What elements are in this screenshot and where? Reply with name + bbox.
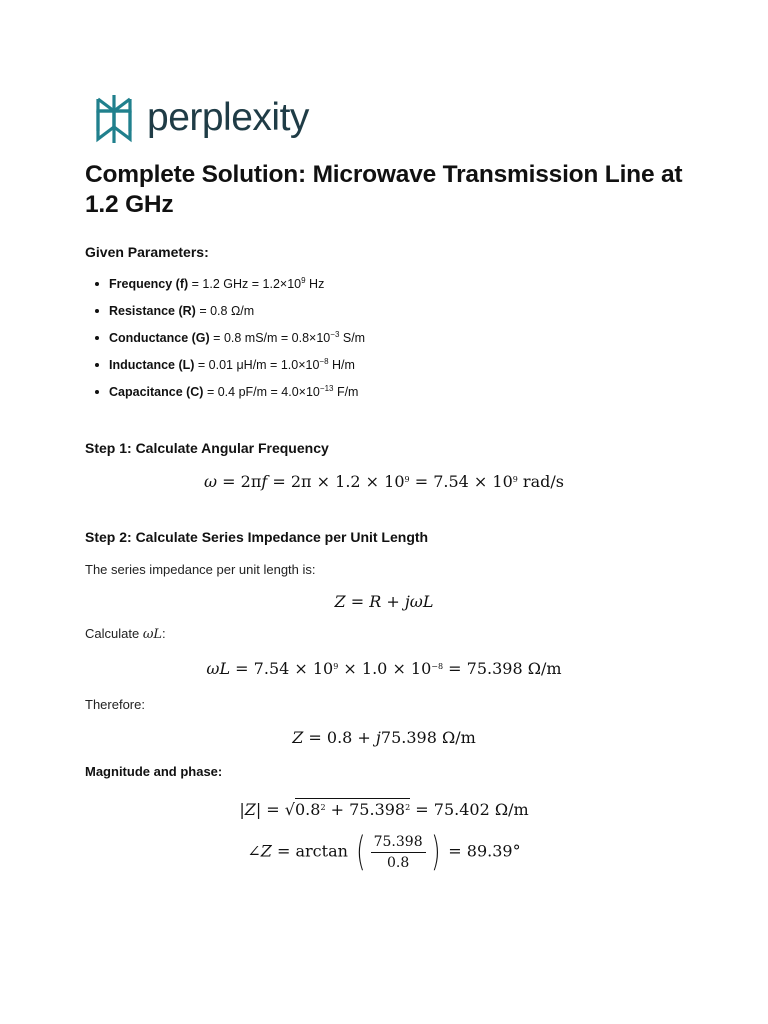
param-unit: S/m: [339, 331, 366, 345]
eq-term: = 2π × 1.2 × 10: [267, 472, 405, 491]
param-label: Inductance (L): [109, 358, 195, 372]
series-impedance-equation: [0, 592, 768, 611]
eq-exponent: −8: [431, 662, 444, 671]
param-exponent: −8: [319, 357, 329, 366]
fraction-denominator: 0.8: [386, 854, 410, 871]
param-exponent: 9: [301, 276, 306, 285]
eq-symbol: Z: [292, 728, 304, 747]
eq-symbol: |Z|: [239, 800, 262, 819]
step1-heading: Step 1: Calculate Angular Frequency: [85, 440, 329, 456]
list-item: [85, 301, 365, 328]
list-item: [85, 355, 365, 382]
param-label: Frequency (f): [109, 277, 189, 291]
parameter-list: [85, 274, 365, 409]
eq-symbol: ω: [204, 472, 218, 491]
param-label: Conductance (G): [109, 331, 210, 345]
eq-expression: Z = R + jωL: [334, 592, 434, 611]
param-exponent: −13: [319, 384, 334, 393]
fraction-numerator: 75.398: [371, 834, 426, 853]
omega-l-equation: [0, 659, 768, 678]
eq-symbol: ∠Z: [247, 841, 272, 861]
eq-unit: rad/s: [517, 472, 564, 491]
eq-symbol: ωL: [206, 659, 231, 678]
param-label: Capacitance (C): [109, 385, 204, 399]
eq-symbol: f: [261, 472, 268, 491]
eq-exponent: 9: [512, 475, 518, 484]
eq-term: = 7.54 × 10: [230, 659, 334, 678]
calculate-omega-l-text: [85, 626, 166, 642]
eq-term: = 2π: [217, 472, 262, 491]
param-unit: F/m: [333, 385, 359, 399]
eq-exponent: 2: [320, 803, 326, 812]
eq-symbol: j: [375, 728, 381, 747]
eq-exponent: 2: [405, 803, 411, 812]
eq-term: = 75.402 Ω/m: [410, 800, 529, 819]
therefore-text: Therefore:: [85, 697, 145, 712]
impedance-result-equation: [0, 728, 768, 747]
perplexity-logo: [93, 93, 309, 145]
param-exponent: −3: [330, 330, 340, 339]
param-unit: Hz: [305, 277, 325, 291]
param-unit: H/m: [328, 358, 355, 372]
eq-term: = 7.54 × 10: [409, 472, 513, 491]
sqrt-radicand: [295, 798, 410, 819]
perplexity-icon: [93, 93, 135, 145]
sqrt-symbol: √: [284, 800, 295, 819]
eq-term: 75.398 Ω/m: [380, 728, 476, 747]
list-item: [85, 328, 365, 355]
left-paren: (: [356, 829, 366, 875]
list-item: [85, 274, 365, 301]
series-impedance-intro: The series impedance per unit length is:: [85, 562, 316, 577]
eq-term: × 1.0 × 10: [338, 659, 432, 678]
calc-text: Calculate: [85, 626, 143, 641]
param-value: = 0.01 μH/m = 1.0×10: [194, 358, 320, 372]
param-label: Resistance (R): [109, 304, 196, 318]
list-item: [85, 382, 365, 409]
step2-heading: Step 2: Calculate Series Impedance per Unit Length: [85, 529, 429, 545]
param-value: = 1.2 GHz = 1.2×10: [188, 277, 302, 291]
eq-exponent: 9: [404, 475, 410, 484]
param-value: = 0.8 Ω/m: [195, 304, 255, 318]
eq-term: =: [261, 800, 285, 819]
right-paren: ): [430, 829, 441, 875]
magnitude-phase-heading: Magnitude and phase:: [85, 764, 223, 779]
eq-function: = arctan: [271, 841, 353, 861]
eq-term: + 75.398: [325, 800, 406, 819]
page-title: Complete Solution: Microwave Transmission Line at 1.2 GHz: [85, 161, 683, 218]
eq-term: = 75.398 Ω/m: [443, 659, 562, 678]
brand-name: perplexity: [147, 95, 309, 139]
fraction: [371, 834, 426, 871]
eq-term: 0.8: [295, 800, 321, 819]
param-value: = 0.4 pF/m = 4.0×10: [203, 385, 320, 399]
magnitude-equation: [0, 800, 768, 819]
eq-exponent: 9: [333, 662, 339, 671]
eq-term: = 0.8 +: [303, 728, 376, 747]
calc-symbol: ωL: [142, 627, 163, 642]
calc-colon: :: [162, 626, 166, 641]
param-value: = 0.8 mS/m = 0.8×10: [209, 331, 331, 345]
phase-equation: [0, 829, 768, 875]
eq-term: = 89.39°: [443, 841, 521, 861]
given-parameters-heading: Given Parameters:: [85, 244, 209, 260]
angular-frequency-equation: [0, 472, 768, 491]
